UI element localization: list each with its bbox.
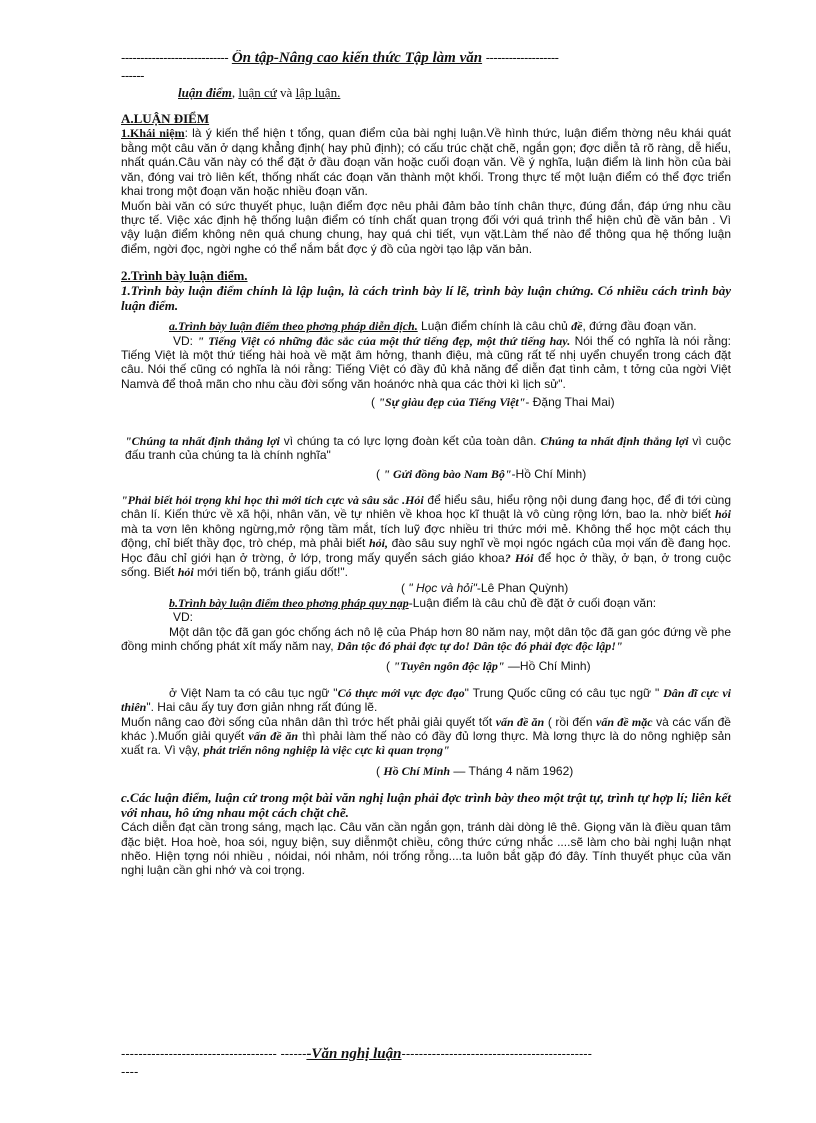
example-5-p2-bold-2: vấn đề mặc bbox=[596, 714, 653, 729]
section-2-heading: 2.Trình bày luận điểm. bbox=[121, 268, 248, 284]
example-5-bold-1: Có thực mới vực đợc đạo bbox=[337, 685, 465, 700]
example-2-bold-2: Chúng ta nhất định thắng lợi bbox=[540, 433, 689, 448]
method-c-text: Cách diễn đạt cần trong sáng, mạch lạc. Câu văn cần ngắn gọn, tránh dài dòng lê thê. Giọng văn là điều quan tâm đặc biệt. Hoa hoè, hoa sói, nguỵ biện, suy diễnmột chiều, công thức cứng nhắc ....sẽ làm cho bài nghị luận nhạt nhẽo. Hiện tợng nói nhiều , nóidai, nói nhảm, nói trống rỗng....ta luôn bắt gặp đó đây. Tính thuyết phục của văn nghị luận cần ghi nhớ và coi trọng. bbox=[121, 820, 731, 878]
document-body bbox=[121, 111, 731, 878]
example-3-text-3: đào sâu suy nghĩ về mọi ngóc ngách của mọi vấn đề đang học. Học đâu chỉ giới hạn ở trờng, ở lớp, trong mấy quyển sách giáo khoa bbox=[121, 536, 732, 565]
source-2 bbox=[121, 467, 731, 481]
section-a-para-2: Muốn bài văn có sức thuyết phục, luận điểm đợc nêu phải đảm bảo tính chân thực, đúng đắn, đáp ứng nhu cầu thực tế. Việc xác định hệ thống luận điểm có tính chất quan trọng đối với quá trình thể hiện chủ đề văn bản . Vì vậy luận điểm không nên quá chung chung, hay quá chi tiết, vụn vặt.Làm thế nào để thông qua hệ thống luận điểm, ngời đọc, ngời nghe có thể nắm bắt đợc ý đồ của ngời tạo lập văn bản. bbox=[121, 198, 731, 256]
example-4-label: VD: bbox=[173, 610, 194, 625]
example-5-text-1: ở Việt Nam ta có câu tục ngữ " bbox=[169, 685, 338, 700]
method-b-text: -Luận điểm là câu chủ đề đặt ở cuối đoạn văn: bbox=[408, 595, 657, 610]
source-2-title: " Gửi đồng bào Nam Bộ" bbox=[383, 466, 512, 481]
example-3-bold-4: ? Hỏi bbox=[504, 550, 534, 565]
example-3 bbox=[121, 493, 731, 579]
example-3-bold-3: hỏi, bbox=[368, 536, 388, 551]
example-1 bbox=[121, 334, 731, 392]
example-5-p2-text-4: thì phải làm thế nào có đầy đủ lơng thực. Mà lơng thực là do nông nghiệp sản xuất ra. Vì vậy, bbox=[121, 729, 731, 758]
subtitle-term-1: luận điểm bbox=[178, 85, 232, 100]
method-a-text-2: , đứng đầu đoạn văn. bbox=[582, 319, 697, 334]
example-3-bold-2: hỏi bbox=[714, 507, 731, 522]
section-a-para-1 bbox=[121, 126, 731, 199]
section-a-p1-head: 1.Khái niệm bbox=[121, 126, 185, 140]
source-2-open: ( bbox=[376, 466, 384, 481]
example-5-p2-bold-3: vấn đề ăn bbox=[248, 729, 299, 743]
section-2-intro: 1.Trình bày luận điểm chính là lập luận, là cách trình bày lí lẽ, trình bày luận chứng. Có nhiều cách trình bày luận điểm. bbox=[121, 283, 731, 314]
example-3-bold-5: hỏi bbox=[177, 564, 194, 579]
example-1-text: Nói thế có nghĩa là nói rằng: Tiếng Việt là một thứ tiếng hài hoà về mặt âm hởng, thanh điệu, mà cũng rất tế nhị uyển chuyển trong cách đặt câu. Nói thế cũng có nghĩa là nói rằng: Tiếng Việt có đầy đủ khả năng để diễn đạt tình cảm, t tởng của ngời Việt Namvà để thoả mãn cho nhu cầu đời sống văn hoánớc nhà qua các thời kì lịch sử". bbox=[121, 333, 731, 391]
example-4-text: Một dân tộc đã gan góc chống ách nô lệ của Pháp hơn 80 năm nay, một dân tộc đã gan góc đứng về phe đồng minh chống phát xít mấy năm nay, bbox=[121, 624, 731, 653]
source-4 bbox=[121, 659, 731, 673]
method-a-paragraph bbox=[121, 319, 731, 333]
example-5-bold-2: Dân dĩ cực vi thiên bbox=[121, 685, 732, 715]
footer-dashes-tail: ---- bbox=[121, 1064, 139, 1079]
method-a-text-bold: đề bbox=[571, 319, 583, 334]
header-dashes-right: ------------------- bbox=[485, 50, 559, 65]
source-3-title: " Học và hỏi" bbox=[408, 581, 477, 596]
example-3-text-4: để học ở thầy, ở bạn, ở trong cuộc sống. Biết bbox=[121, 550, 731, 579]
example-5-text-3: ". Hai câu ấy tuy đơn giản nhng rất đúng lẽ. bbox=[146, 700, 378, 715]
method-b-heading: b.Trình bày luận điểm theo phơng pháp quy nạp bbox=[169, 595, 409, 610]
source-5-author: — Tháng 4 năm 1962) bbox=[450, 763, 574, 778]
method-a-heading: a.Trình bày luận điểm theo phơng pháp diễn dịch. bbox=[169, 319, 418, 334]
source-1-author: - Đặng Thai Mai) bbox=[525, 395, 615, 410]
example-1-quote: " Tiếng Việt có những đắc sắc của một thứ tiếng đẹp, một thứ tiếng hay. bbox=[197, 333, 571, 348]
source-2-author: -Hồ Chí Minh) bbox=[511, 466, 587, 481]
example-5 bbox=[121, 686, 731, 715]
header-dashes-left: ---------------------------- bbox=[121, 50, 229, 65]
example-4 bbox=[121, 625, 731, 654]
example-1-label: VD: bbox=[173, 333, 198, 348]
source-4-author: —Hồ Chí Minh) bbox=[504, 659, 591, 674]
example-4-bold: Dân tộc đó phải đợc tự do! Dân tộc đó phải đợc độc lập!" bbox=[336, 638, 623, 653]
subtitle-and: và bbox=[276, 85, 296, 100]
method-b-paragraph bbox=[121, 596, 731, 610]
subtitle-term-2: luận cứ bbox=[238, 85, 277, 100]
section-a-heading: A.LUẬN ĐIỂM bbox=[121, 111, 210, 126]
source-3-open: ( bbox=[401, 581, 409, 596]
example-3-text-2: mà ta vơn lên không ngừng,mở rộng tầm mắt, tích luỹ đợc nhiều tri thức mới mẻ. Không thể học một cách thụ động, chỉ biết thầy đọc, trò chép, mà phải biết bbox=[121, 521, 731, 551]
example-2-text-1: vì chúng ta có lực lợng đoàn kết của toàn dân. bbox=[279, 433, 541, 448]
example-5-text-2: " Trung Quốc cũng có câu tục ngữ " bbox=[464, 685, 664, 700]
method-a-text-1: Luận điểm chính là câu chủ bbox=[417, 319, 572, 334]
example-5-para-2 bbox=[121, 715, 731, 758]
example-5-p2-bold-4: phát triển nông nghiệp là việc cực kì quan trọng" bbox=[203, 743, 450, 758]
example-2 bbox=[121, 434, 731, 463]
method-c-heading: c.Các luận điểm, luận cứ trong một bài văn nghị luận phải đợc trình bày theo một trật tự, trình tự hợp lí; liên kết với nhau, hô ứng nhau một cách chặt chẽ. bbox=[121, 790, 731, 821]
source-4-title: "Tuyên ngôn độc lập" bbox=[393, 659, 505, 674]
source-3 bbox=[121, 581, 731, 595]
subtitle-sep: , bbox=[231, 85, 239, 100]
source-5-open: ( bbox=[376, 763, 384, 778]
source-5 bbox=[121, 764, 731, 778]
example-2-text-2: vì cuộc đấu tranh của chúng ta là chính nghĩa" bbox=[125, 433, 731, 463]
example-3-text-1: để hiểu sâu, hiểu rộng nội dung đang học, để đi tới cùng chân lí. Kiến thức về xã hội, nhân văn, về tự nhiên về khoa học kĩ thuật là vô cùng rộng lớn, bao la. nhờ biết bbox=[121, 492, 731, 522]
example-5-p2-text-3: và các vấn đề khác ).Muốn giải quyết bbox=[121, 714, 731, 743]
example-5-p2-text-1: Muốn nâng cao đời sống của nhân dân thì trớc hết phải giải quyết tốt bbox=[121, 714, 496, 729]
header-dashes-tail: ------ bbox=[121, 68, 144, 83]
footer-title: -Văn nghị luận bbox=[306, 1046, 402, 1062]
subtitle bbox=[178, 85, 340, 101]
section-a-p1-text: : là ý kiến thể hiện t tổng, quan điểm của bài nghị luận.Về hình thức, luận điểm thờng nêu khái quát bằng một câu văn ở dạng khẳng định( hay phủ định); có cấu trúc chặt chẽ, ngắn gọn; đợc diễn tả rõ ràng, dễ hiểu, nhất quán.Câu văn này có thể đặt ở đầu đoạn văn hoặc cuối đoạn văn. Về ý nghĩa, luận điểm là linh hồn của bài văn, đóng vai trò liên kết, thống nhất các đoạn văn thành một khối. Trong thực tế một luận điểm có thể đợc triển khai trong một đoạn văn hoặc nhiều đoạn văn. bbox=[121, 126, 732, 199]
source-5-title: Hồ Chí Minh bbox=[383, 763, 451, 778]
example-5-p2-bold-1: vấn đề ăn bbox=[495, 714, 545, 729]
example-3-bold-1: "Phải biết hỏi trọng khi học thì mới tích cực và sâu sắc .Hỏi bbox=[121, 492, 424, 507]
footer-dashes-left: ------------------------------------ ------ bbox=[121, 1046, 307, 1061]
example-2-bold-1: "Chúng ta nhất định thắng lợi bbox=[125, 433, 280, 448]
header-title: Ôn tập-Nâng cao kiến thức Tập làm văn bbox=[231, 50, 483, 66]
example-3-text-5: mới tiến bộ, tránh giấu dốt!". bbox=[193, 564, 348, 579]
footer-dashes-right: -------------------------------------------- bbox=[401, 1046, 592, 1061]
source-1-title: "Sự giàu đẹp của Tiếng Việt" bbox=[378, 395, 526, 410]
page-footer bbox=[121, 1046, 726, 1063]
page-header bbox=[121, 50, 726, 66]
source-1 bbox=[121, 395, 731, 409]
source-1-open: ( bbox=[371, 395, 379, 410]
example-5-p2-text-2: ( rồi đến bbox=[544, 714, 596, 729]
subtitle-term-3: lập luận. bbox=[295, 85, 341, 100]
source-3-author: -Lê Phan Quỳnh) bbox=[476, 581, 569, 596]
source-4-open: ( bbox=[386, 659, 394, 674]
